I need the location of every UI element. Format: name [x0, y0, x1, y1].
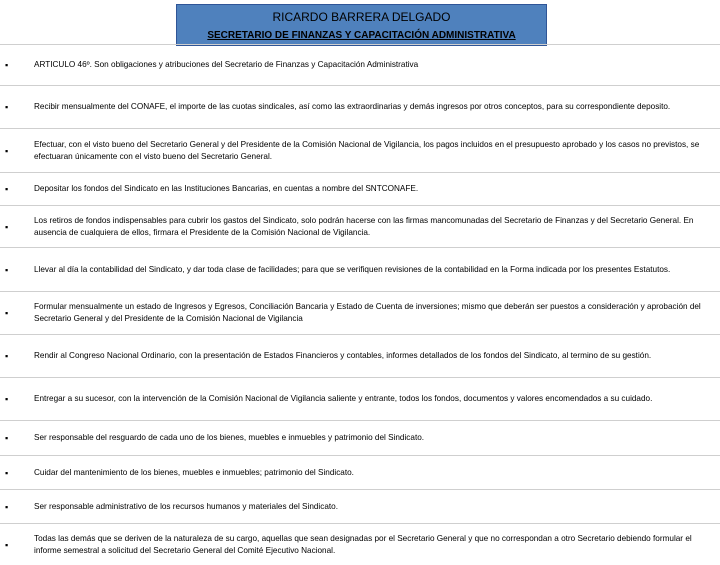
title-box	[176, 4, 547, 46]
bullet-icon: ▪	[5, 351, 9, 361]
list-item	[0, 172, 720, 205]
bullet-icon: ▪	[5, 467, 9, 478]
list-item	[0, 247, 720, 291]
bullet-icon: ▪	[5, 501, 9, 512]
bullet-icon: ▪	[5, 184, 9, 194]
item-text: Ser responsable del resguardo de cada uno de los bienes, muebles e inmuebles y patrimonio del Sindicato.	[34, 433, 425, 442]
bullet-icon: ▪	[5, 221, 9, 232]
list-item	[0, 44, 720, 85]
item-text: Cuidar del mantenimiento de los bienes, muebles e inmuebles; patrimonio del Sindicato.	[34, 467, 354, 477]
list-item	[0, 334, 720, 377]
list-item	[0, 85, 720, 128]
bullet-icon: ▪	[5, 539, 9, 550]
bullet-icon: ▪	[5, 308, 9, 318]
list-item	[0, 128, 720, 172]
list-item	[0, 455, 720, 489]
bullet-icon: ▪	[5, 60, 9, 70]
item-text: Recibir mensualmente del CONAFE, el importe de las cuotas sindicales, así como las extraordinarias y demás ingresos por otros conceptos, para su correspondiente deposito.	[34, 102, 671, 111]
bullet-icon: ▪	[5, 433, 9, 443]
bullet-icon: ▪	[5, 145, 9, 156]
list-item	[0, 377, 720, 420]
item-text: Rendir al Congreso Nacional Ordinario, con la presentación de Estados Financieros y contables, informes detallados de los fondos del Sindicato, al termino de su gestión.	[34, 351, 652, 360]
bullet-icon: ▪	[5, 102, 9, 112]
item-text: Los retiros de fondos indispensables para cubrir los gastos del Sindicato, solo podrán hacerse con las firmas mancomunadas del Secretario de Finanzas y del Secretario General. En ausencia de cualquiera de ellos, firmara el Presidente de la Comisión Nacional de Vigilancia.	[34, 215, 694, 237]
list-item	[0, 489, 720, 523]
list-item	[0, 205, 720, 247]
person-name: RICARDO BARRERA DELGADO	[272, 10, 451, 24]
item-text: Formular mensualmente un estado de Ingresos y Egresos, Conciliación Bancaria y Estado de Cuenta de inversiones; mismo que deberán ser puestos a consideración y aprobación del Secretario General y del Presidente de la Comisión Nacional de Vigilancia	[34, 302, 701, 323]
item-text: Efectuar, con el visto bueno del Secretario General y del Presidente de la Comisión Nacional de Vigilancia, los pagos incluidos en el presupuesto aprobado y los casos no previstos, se efectuaran únicamente con el visto bueno del Secretario General.	[34, 139, 700, 161]
item-text: Todas las demás que se deriven de la naturaleza de su cargo, aquellas que sean designadas por el Secretario General y que no correspondan a otro Secretario debiendo formular el informe semestral a solicitud del Secretario General del Comité Ejecutivo Nacional.	[34, 533, 692, 555]
list-item	[0, 523, 720, 565]
bullet-icon: ▪	[5, 394, 9, 404]
obligations-list	[0, 44, 720, 565]
item-text: ARTICULO 46º. Son obligaciones y atribuciones del Secretario de Finanzas y Capacitación Administrativa	[34, 60, 419, 69]
list-item	[0, 291, 720, 334]
bullet-icon: ▪	[5, 264, 9, 275]
item-text: Llevar al día la contabilidad del Sindicato, y dar toda clase de facilidades; para que se verifiquen revisiones de la contabilidad en la Forma indicada por los presentes Estatutos.	[34, 264, 671, 274]
role-title: SECRETARIO DE FINANZAS Y CAPACITACIÓN ADMINISTRATIVA	[207, 30, 516, 41]
item-text: Depositar los fondos del Sindicato en las Instituciones Bancarias, en cuentas a nombre del SNTCONAFE.	[34, 184, 419, 193]
item-text: Entregar a su sucesor, con la intervención de la Comisión Nacional de Vigilancia saliente y entrante, todos los fondos, documentos y valores encomendados a su cuidado.	[34, 394, 653, 403]
list-item	[0, 420, 720, 455]
item-text: Ser responsable administrativo de los recursos humanos y materiales del Sindicato.	[34, 501, 338, 511]
